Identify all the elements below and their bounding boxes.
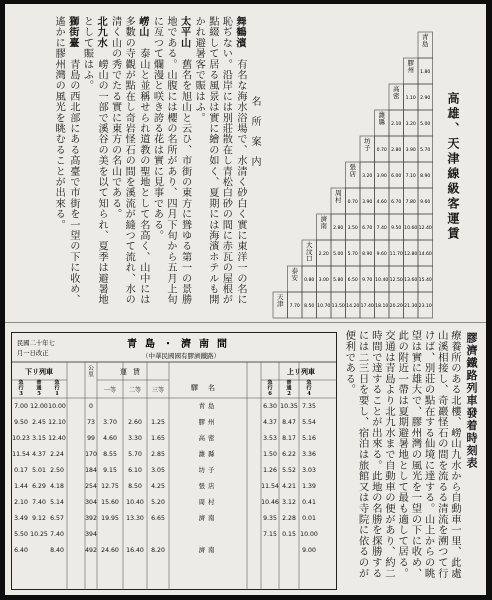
- down-time: 7.00: [14, 403, 28, 410]
- up-train-number-char: 行: [267, 385, 273, 392]
- fare-value: 13.50: [331, 304, 345, 309]
- fare-value: 1.65: [151, 435, 165, 442]
- up-time: 1.26: [263, 467, 277, 474]
- fare-value: 6.50: [347, 278, 358, 283]
- up-time: 1.39: [302, 483, 316, 490]
- fare-value: 7.70: [289, 304, 300, 309]
- fare-value: 13.30: [126, 515, 144, 522]
- fare-value: 2.80: [391, 148, 402, 153]
- fare-station-label-char: 安: [291, 273, 298, 282]
- fare-value: 20.20: [389, 304, 403, 309]
- guide-paragraph: [80, 16, 108, 312]
- fare-station-label-char: 子: [364, 143, 371, 152]
- guide-paragraph: [192, 16, 247, 312]
- fare-value: 12.50: [389, 278, 403, 283]
- fare-value: 15.60: [101, 499, 119, 506]
- down-time: 1.44: [14, 483, 28, 490]
- fare-station-label: [292, 266, 299, 282]
- sightseeing-guide: [5, 4, 263, 316]
- fare-value: 15.40: [418, 278, 432, 283]
- fare-value: 3.30: [128, 435, 142, 442]
- commentary-body: 療養所のある北樓、嶗山九水から自動車一里、此處山溪相接し、奇巖怪石の間を流るる清流を溯つて行けば、別莊の點在する仙境に達する。山上からの眺望は實に雄大で、膠州灣の風光を一望の下に收め、此の附近一帶は夏期避暑地として最も適して居る。交通は青島より北九水まで自動車の便があり、約二時間で達することが出來る。此地の名勝を探勝するには二三日を要し、宿泊は旅館又は寺院に依るのが便利である。: [343, 330, 461, 579]
- fare-value: 2.90: [420, 96, 431, 101]
- up-train-number-char: 2: [287, 390, 291, 397]
- fare-station-label: [364, 136, 371, 152]
- fare-value: 2.20: [318, 252, 329, 257]
- down-time: 4.37: [32, 451, 46, 458]
- down-time: 12.10: [48, 419, 66, 426]
- down-time: 8.40: [50, 547, 64, 554]
- fare-value: 1.10: [405, 96, 416, 101]
- fare-station-label-char: 坊: [364, 137, 371, 145]
- fare-value: 3.05: [151, 467, 165, 474]
- guide-text: 舊名を旭山と云ひ、市街の東方に聳ゆる第一の景勝地である。山腹には櫻の名所があり、四月下旬から五月上旬に亙つて爛漫と咲き誇る花は實に見事である。: [151, 16, 191, 305]
- fare-value: 24.60: [101, 547, 119, 554]
- down-train-number-char: 5: [37, 390, 41, 397]
- distance-value: 99: [87, 435, 95, 442]
- fare-station-label-char: 高: [393, 85, 400, 93]
- down-time: 3.49: [14, 515, 28, 522]
- down-time: 4.18: [50, 483, 64, 490]
- down-time: 2.24: [50, 451, 64, 458]
- fare-station-label-char: 大: [306, 241, 313, 249]
- fare-value: 0.80: [304, 278, 315, 283]
- distance-value: 184: [85, 467, 97, 474]
- fare-value: 3.50: [347, 226, 358, 231]
- fare-station-label: [335, 189, 342, 204]
- up-time: 5.54: [302, 419, 316, 426]
- down-train-number-char: 普: [36, 380, 42, 386]
- booklet-page: [5, 4, 486, 595]
- guide-title: 名所案内: [249, 96, 260, 176]
- fare-value: 9.60: [420, 200, 431, 205]
- up-train-number-char: 普: [286, 380, 292, 386]
- fare-value: 14.60: [418, 252, 432, 257]
- up-time: 5.52: [282, 467, 296, 474]
- up-time: 10.46: [261, 499, 279, 506]
- down-time: 9.12: [32, 515, 46, 522]
- fare-value: 8.50: [128, 483, 142, 490]
- fare-station-label-char: 店: [349, 169, 356, 178]
- down-train-number-char: 急: [18, 380, 24, 386]
- up-train-number-char: 急: [267, 380, 273, 386]
- fare-value: 7.80: [405, 200, 416, 205]
- fare-value: 2.85: [151, 451, 165, 458]
- guide-heading: 北九水: [95, 16, 108, 49]
- down-time: 6.29: [32, 483, 46, 490]
- fare-value: 10.60: [404, 226, 418, 231]
- guide-body: [11, 16, 247, 312]
- fare-value: 1.80: [420, 70, 431, 75]
- down-train-number-char: 通: [36, 385, 42, 392]
- fare-value: 18.10: [375, 304, 389, 309]
- up-time: 7.15: [263, 531, 277, 538]
- up-time: 11.54: [261, 483, 279, 490]
- fare-value: 16.40: [126, 547, 144, 554]
- fare-value: 5.70: [128, 451, 142, 458]
- guide-paragraph: [52, 16, 80, 312]
- fare-value: 21.30: [404, 304, 418, 309]
- fare-value: 6.70: [391, 200, 402, 205]
- fare-value: 8.55: [103, 451, 117, 458]
- distance-value: 73: [87, 419, 95, 426]
- fare-value: 6.65: [151, 515, 165, 522]
- fare-value: 6.00: [391, 174, 402, 179]
- fare-station-label-char: 青: [422, 33, 429, 41]
- fare-value: 6.70: [362, 226, 373, 231]
- station-name: 張店: [198, 482, 218, 490]
- fare-station-label-char: 州: [407, 65, 414, 74]
- up-time: 9.35: [263, 515, 277, 522]
- down-time: 6.57: [50, 515, 64, 522]
- fare-value: 10.70: [317, 304, 331, 309]
- up-train-number: [306, 378, 312, 397]
- guide-text: 嶗山の一部で溪谷の美を以て知られ、夏季は避暑地として賑はふ。: [81, 16, 108, 305]
- fare-station-label-char: 縣: [378, 117, 385, 126]
- fare-value: 2.60: [128, 419, 142, 426]
- down-train-number-char: 1: [55, 390, 59, 397]
- fare-value: 2.10: [391, 122, 402, 127]
- fare-value: 23.10: [418, 304, 432, 309]
- guide-text: 有名な海水浴場で、水清く砂白く實に東洋一の名に恥ぢない。沿岸には別莊散在し青松白砂の間に赤瓦の屋根が點綴して居る風景は實に繪の如く、夏期には海濱ホテルも開かれ避暑客で賑はふ。: [193, 16, 246, 305]
- guide-heading: 太平山: [178, 16, 191, 49]
- up-time: 3.53: [263, 435, 277, 442]
- fare-grid: [269, 4, 441, 322]
- fare-title: 高雄、天津線級客運賃: [446, 92, 460, 242]
- fare-value: 14.20: [346, 304, 360, 309]
- station-name: 青島: [198, 402, 218, 410]
- fare-value: 7.40: [376, 226, 387, 231]
- down-time: 12.00: [30, 403, 48, 410]
- fare-station-label: [408, 58, 415, 74]
- up-time: 2.28: [282, 515, 296, 522]
- fare-value: 5.80: [333, 278, 344, 283]
- up-train-number-char: 行: [306, 385, 312, 392]
- fare-class: 二等: [128, 387, 142, 394]
- distance-value: 254: [85, 483, 97, 490]
- fare-value: 2.80: [333, 226, 344, 231]
- fare-value: 9.60: [376, 252, 387, 257]
- down-time: 5.14: [50, 499, 64, 506]
- fare-value: 8.20: [151, 547, 165, 554]
- up-time: 10.35: [280, 403, 298, 410]
- fare-value: 0.70: [376, 148, 387, 153]
- fare-station-label-char: 口: [306, 254, 313, 263]
- up-time: 4.37: [263, 419, 277, 426]
- down-label: 下リ列車: [25, 367, 53, 376]
- down-time: 2.50: [50, 467, 64, 474]
- up-time: 6.30: [263, 403, 277, 410]
- timetable-title: 青島・濟南間: [127, 339, 235, 350]
- station-name: 坊子: [198, 466, 218, 474]
- station-label: 驛名: [191, 384, 225, 392]
- up-time: 8.17: [282, 435, 296, 442]
- distance-label-char: 公: [87, 365, 95, 372]
- fare-station-label: [422, 32, 429, 48]
- up-time: 4.21: [282, 483, 296, 490]
- fare-value: 3.70: [103, 419, 117, 426]
- distance-value: 0: [89, 403, 93, 410]
- down-time: 2.45: [32, 419, 46, 426]
- down-time: 7.40: [32, 499, 46, 506]
- fare-station-label: [379, 110, 386, 126]
- up-train-number: [267, 378, 273, 397]
- fare-value: 9.70: [362, 278, 373, 283]
- station-name: 濟南: [198, 514, 218, 522]
- fare-station-label-char: 張: [349, 163, 356, 171]
- up-time: 3.36: [302, 451, 316, 458]
- distance-value: 394: [85, 531, 97, 538]
- guide-heading: 舞鶴濱: [234, 16, 246, 49]
- fare-station-label-char: 村: [335, 195, 342, 204]
- fare-value: 3.90: [362, 200, 373, 205]
- fare-value: 4.60: [103, 435, 117, 442]
- fare-station-label-char: 密: [393, 91, 400, 100]
- down-train-number-char: 行: [18, 385, 24, 392]
- up-time: 7.35: [302, 403, 316, 410]
- fare-station-label: [277, 293, 284, 308]
- fare-value: 0.70: [347, 200, 358, 205]
- distance-value: 304: [85, 499, 97, 506]
- fare-station-label: [306, 240, 313, 263]
- fare-value: 3.20: [405, 122, 416, 127]
- fare-station-label-char: 津: [277, 299, 284, 308]
- fare-label: 運賃: [120, 368, 146, 376]
- fare-station-label: [321, 214, 328, 230]
- fare-chart: [269, 4, 486, 322]
- down-time: 10.00: [48, 403, 66, 410]
- up-time: 9.00: [302, 547, 316, 554]
- fare-value: 6.10: [128, 467, 142, 474]
- timetable-grid: [11, 332, 337, 590]
- fare-value: 12.75: [101, 483, 119, 490]
- timetable-subtitle: （中華民國國有膠濟鐵路）: [142, 352, 220, 360]
- down-train-number-char: 急: [54, 380, 60, 386]
- distance-value: 170: [85, 451, 97, 458]
- fare-value: 5.70: [347, 252, 358, 257]
- down-train-number: [18, 378, 24, 397]
- up-time: 5.16: [302, 435, 316, 442]
- down-time: 7.40: [50, 531, 64, 538]
- fare-station-label-char: 汶: [306, 247, 313, 256]
- guide-text: 泰山と並稱せられ道教の聖地として名高く、山中には多數の寺觀が點在し奇岩怪石の間を溪流が縫つて流れ、水の清く山の秀でたる實に東方の名山である。: [109, 16, 149, 305]
- fare-value: 17.40: [360, 304, 374, 309]
- down-train-number-char: 行: [54, 385, 60, 392]
- up-time: 6.22: [282, 451, 296, 458]
- fare-value: 19.95: [101, 515, 119, 522]
- fare-station-label: [393, 84, 400, 100]
- down-train-number: [35, 378, 42, 397]
- down-train-number-char: 3: [19, 390, 23, 397]
- distance-value: 392: [85, 515, 97, 522]
- guide-text: 青島の西北部にある高臺で市街を一望の下に收め、遙かに膠州灣の風光を眺むることが出來る。: [53, 16, 79, 305]
- fare-station-label-char: 泰: [291, 267, 298, 275]
- timetable-date: 月一日改正: [17, 350, 49, 357]
- down-time: 3.15: [32, 435, 46, 442]
- fare-value: 3.20: [362, 174, 373, 179]
- fare-value: 10.40: [126, 499, 144, 506]
- guide-paragraph: [108, 16, 150, 312]
- distance-label-char: 里: [87, 371, 95, 379]
- fare-station-label-char: 膠: [407, 59, 414, 67]
- up-time: 8.47: [282, 419, 296, 426]
- fare-value: 4.60: [376, 200, 387, 205]
- down-time: 5.50: [14, 531, 28, 538]
- up-time: 3.03: [302, 467, 316, 474]
- up-label: 上リ列車: [287, 367, 315, 376]
- fare-class: 三等: [151, 387, 165, 394]
- down-time: 6.40: [14, 547, 28, 554]
- down-time: 2.10: [14, 499, 28, 506]
- fare-value: 5.20: [151, 499, 165, 506]
- fare-station-label: [350, 162, 357, 178]
- fare-value: 3.90: [405, 148, 416, 153]
- commentary-title: 膠濟鐵路列車發着時刻表: [465, 332, 478, 470]
- commentary: [343, 324, 479, 589]
- up-train-number-char: 6: [268, 390, 272, 397]
- fare-value: 3.90: [376, 174, 387, 179]
- guide-heading: 嶗山: [136, 16, 149, 38]
- down-time: 0.17: [14, 467, 28, 474]
- down-time: 12.40: [48, 435, 66, 442]
- down-time: 10.25: [30, 531, 48, 538]
- up-time: 0.41: [302, 499, 316, 506]
- station-name: 濟南: [198, 546, 218, 554]
- fare-station-label-char: 濰: [378, 111, 385, 119]
- down-time: 5.01: [32, 467, 46, 474]
- fare-class: 一等: [103, 387, 117, 394]
- fare-value: 13.60: [404, 278, 418, 283]
- fare-value: 5.00: [333, 252, 344, 257]
- fare-value: 5.70: [420, 148, 431, 153]
- fare-value: 3.00: [318, 278, 329, 283]
- fare-value: 11.70: [389, 252, 403, 257]
- section-divider: [5, 322, 486, 323]
- up-time: 0.01: [302, 515, 316, 522]
- fare-value: 10.40: [375, 278, 389, 283]
- distance-label: [88, 365, 94, 378]
- fare-station-label-char: 南: [320, 221, 327, 230]
- fare-value: 5.00: [420, 122, 431, 127]
- up-train-number-char: 急: [306, 380, 312, 386]
- guide-heading: 獅街臺: [66, 16, 79, 49]
- down-time: 11.54: [12, 451, 30, 458]
- fare-value: 12.40: [418, 226, 432, 231]
- up-time: 3.12: [282, 499, 296, 506]
- up-time: 10.00: [300, 531, 318, 538]
- fare-value: 1.25: [151, 419, 165, 426]
- up-train-number-char: 通: [286, 385, 292, 392]
- station-name: 周村: [198, 498, 218, 506]
- fare-value: 8.90: [420, 174, 431, 179]
- down-train-number: [54, 378, 60, 397]
- distance-value: 492: [85, 547, 97, 554]
- up-time: 1.50: [263, 451, 277, 458]
- fare-value: 7.10: [405, 174, 416, 179]
- station-name: 濰縣: [198, 450, 218, 458]
- down-time: 10.23: [12, 435, 30, 442]
- fare-value: 9.15: [103, 467, 117, 474]
- station-name: 膠州: [198, 418, 218, 426]
- station-name: 高密: [198, 434, 218, 442]
- up-time: 0.15: [282, 531, 296, 538]
- fare-value: 4.25: [151, 483, 165, 490]
- fare-value: 12.80: [404, 252, 418, 257]
- fare-value: 9.50: [391, 226, 402, 231]
- timetable: [11, 332, 337, 590]
- fare-station-label-char: 濟: [320, 215, 327, 223]
- fare-station-label-char: 天: [277, 293, 284, 301]
- fare-value: 8.50: [304, 304, 315, 309]
- up-train-number-char: 4: [307, 390, 311, 397]
- up-train-number: [285, 378, 292, 397]
- timetable-date: 民國二十年七: [17, 340, 55, 347]
- down-time: 9.50: [14, 419, 28, 426]
- fare-station-label-char: 周: [335, 189, 342, 197]
- fare-value: 8.90: [362, 252, 373, 257]
- guide-paragraph: [150, 16, 192, 312]
- fare-station-label-char: 島: [422, 39, 429, 48]
